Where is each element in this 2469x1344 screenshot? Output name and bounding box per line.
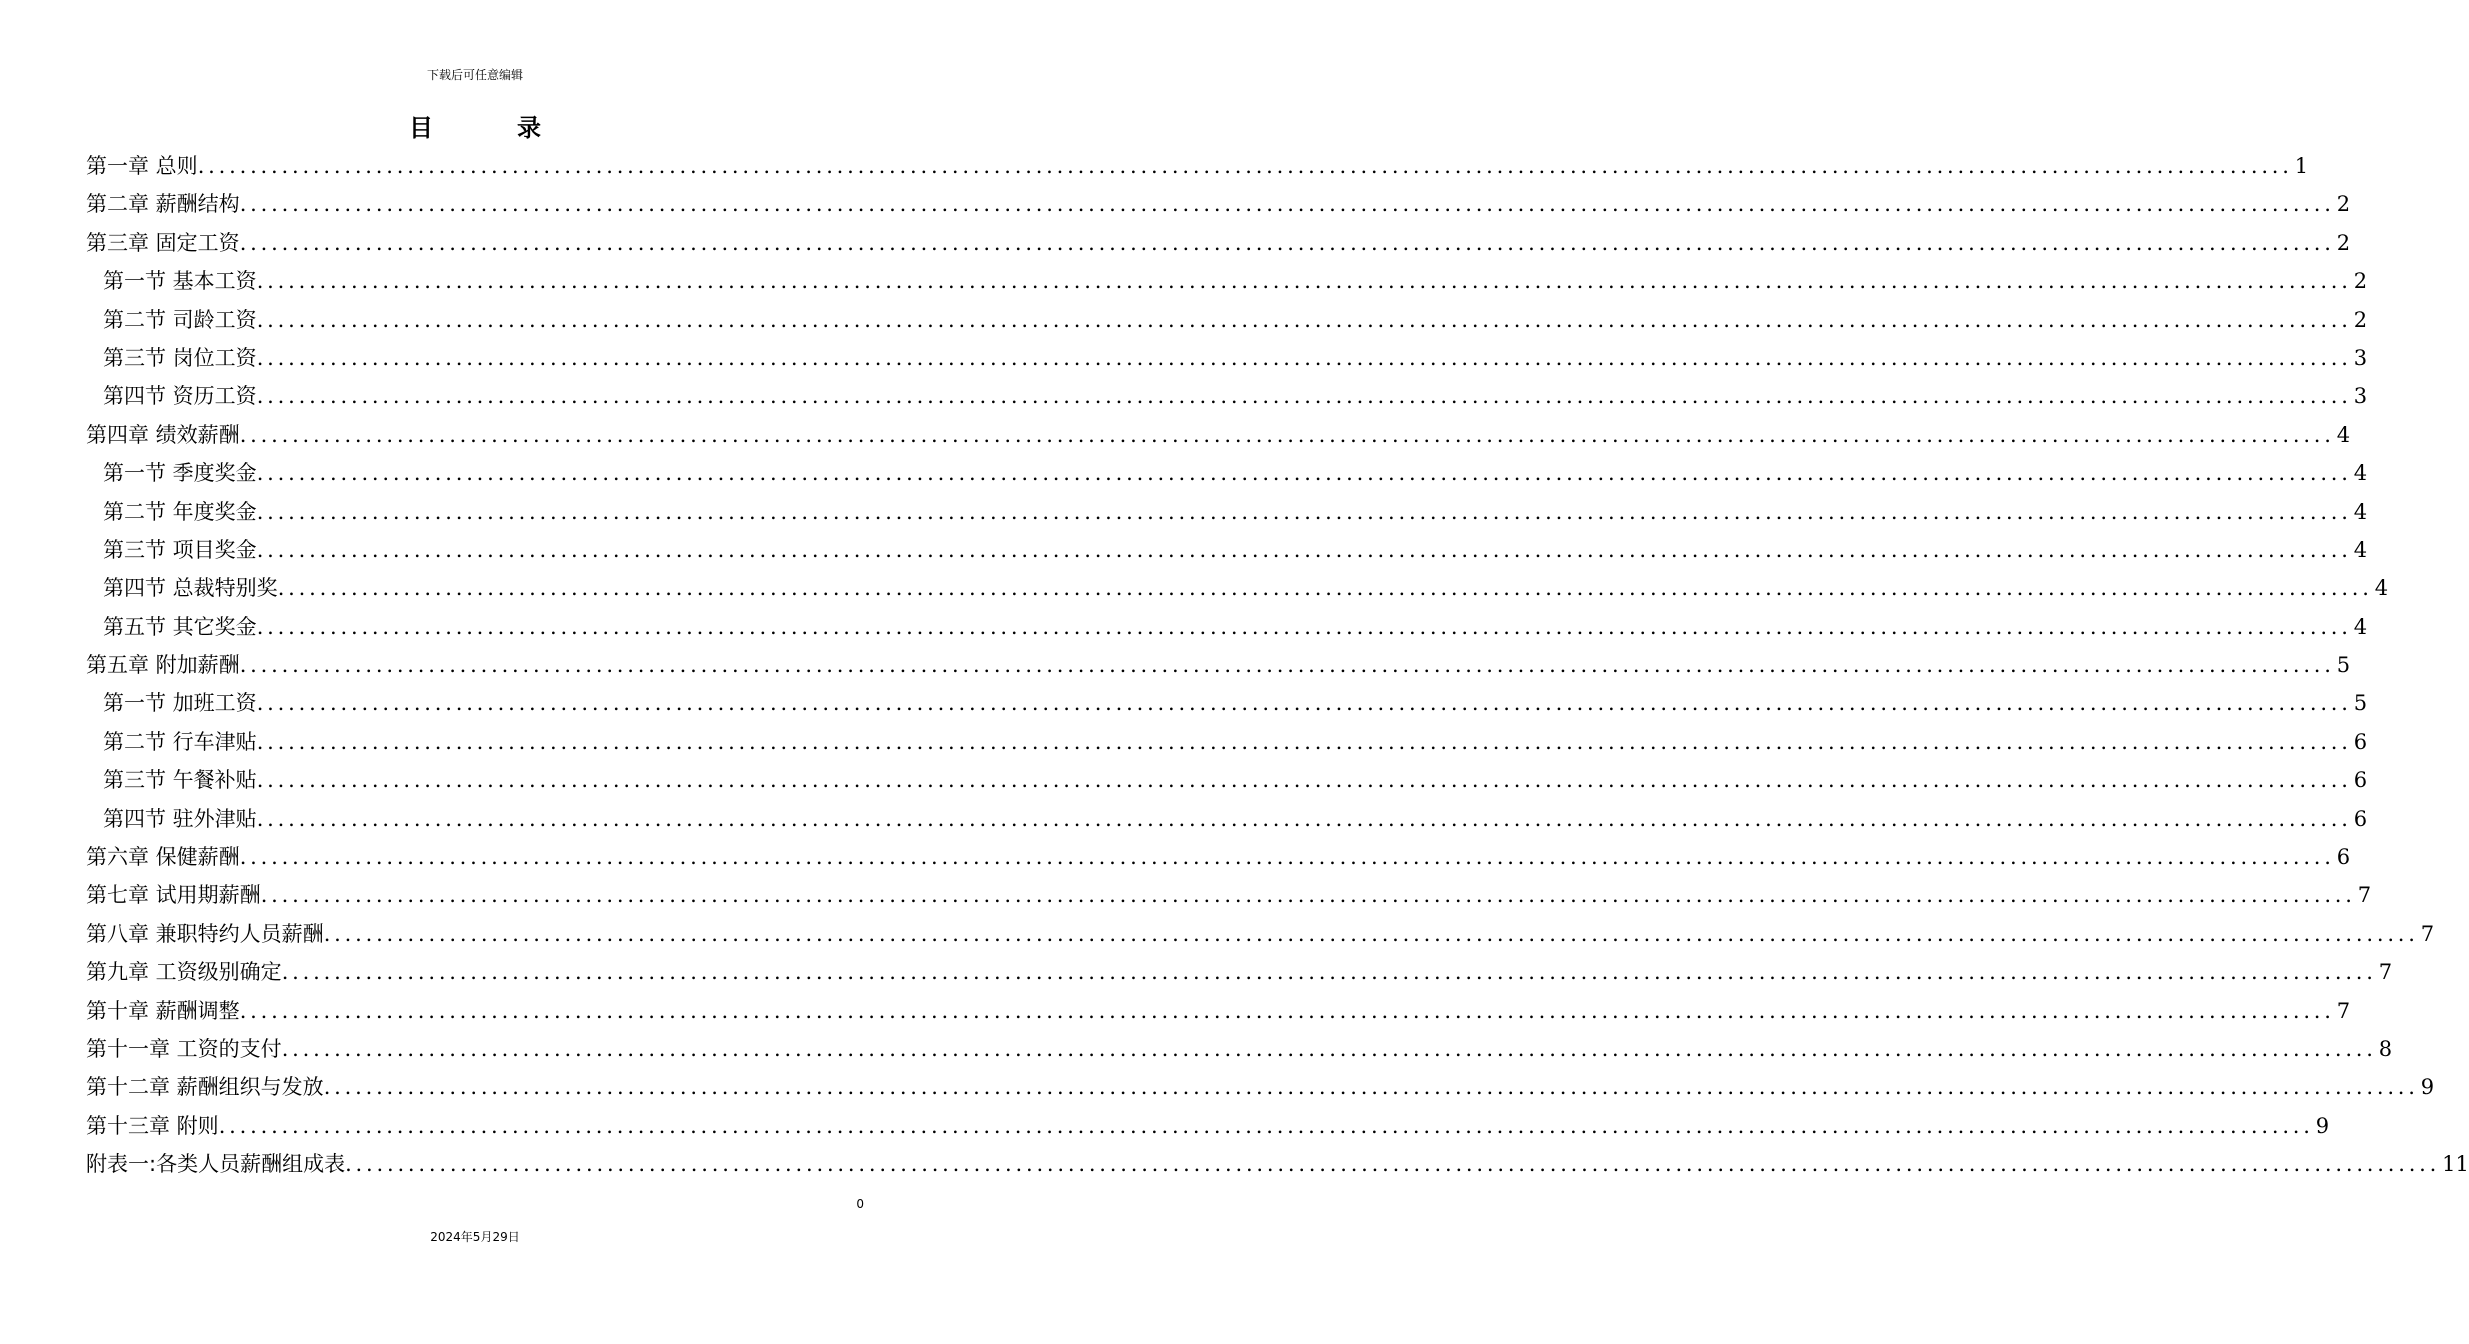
toc-entry-label: 第二节 司龄工资 [103,307,257,332]
toc-entry-section[interactable] [86,531,2368,569]
toc-entry-section[interactable] [86,339,2368,377]
toc-entry-page: 6 [2353,806,2368,831]
toc-dot-leader: ........................................................................................................................................................................................................ [239,845,2335,870]
toc-entry-chapter[interactable] [86,876,2372,914]
toc-dot-leader: ........................................................................................................................................................................................................ [239,192,2335,217]
toc-entry-chapter[interactable] [86,838,2351,876]
toc-entry-section[interactable] [86,684,2368,722]
toc-dot-leader: ........................................................................................................................................................................................................ [239,422,2335,447]
toc-entry-page: 9 [2420,1075,2435,1100]
toc-dot-leader: ........................................................................................................................................................................................................ [256,768,2352,793]
toc-entry-label: 第三节 午餐补贴 [103,768,257,793]
toc-entry-section[interactable] [86,800,2368,838]
toc-entry-page: 3 [2353,345,2368,370]
toc-entry-label: 第十章 薪酬调整 [86,998,240,1023]
page-header: 下载后可任意编辑 [426,68,523,82]
toc-entry-label: 第三章 固定工资 [86,230,240,255]
toc-entry-section[interactable] [86,493,2368,531]
toc-entry-page: 4 [2353,461,2368,486]
toc-entry-label: 第四节 总裁特别奖 [103,576,278,601]
toc-entry-section[interactable] [86,608,2368,646]
toc-entry-page: 7 [2336,998,2351,1023]
toc-entry-label: 第十一章 工资的支付 [86,1036,282,1061]
toc-entry-page: 7 [2378,960,2393,985]
toc-entry-label: 第十二章 薪酬组织与发放 [86,1075,324,1100]
toc-entry-label: 第四节 资历工资 [103,384,257,409]
toc-entry-page: 6 [2353,768,2368,793]
toc-entry-label: 第八章 兼职特约人员薪酬 [86,921,324,946]
toc-entry-label: 第二节 年度奖金 [103,499,257,524]
toc-entry-label: 第二节 行车津贴 [103,729,257,754]
table-of-contents [86,147,2469,1184]
toc-entry-page: 5 [2353,691,2368,716]
toc-entry-label: 第二章 薪酬结构 [86,192,240,217]
toc-entry-page: 4 [2353,499,2368,524]
toc-entry-section[interactable] [86,262,2368,300]
toc-entry-chapter[interactable] [86,1068,2435,1106]
toc-entry-label: 第七章 试用期薪酬 [86,883,261,908]
toc-entry-page: 2 [2336,230,2351,255]
toc-dot-leader: ........................................................................................................................................................................................................ [281,960,2377,985]
toc-entry-page: 7 [2420,921,2435,946]
toc-dot-leader: ........................................................................................................................................................................................................ [256,384,2352,409]
toc-entry-chapter[interactable] [86,185,2351,223]
toc-dot-leader: ........................................................................................................................................................................................................ [256,307,2352,332]
toc-entry-label: 附表一:各类人员薪酬组成表 [86,1152,346,1177]
toc-entry-chapter[interactable] [86,1107,2330,1145]
toc-entry-section[interactable] [86,454,2368,492]
toc-entry-page: 6 [2336,845,2351,870]
toc-entry-label: 第五节 其它奖金 [103,614,257,639]
toc-entry-page: 4 [2353,614,2368,639]
toc-entry-page: 9 [2315,1113,2330,1138]
toc-entry-chapter[interactable] [86,992,2351,1030]
toc-entry-page: 1 [2294,154,2309,178]
toc-dot-leader: ........................................................................................................................................................................................................ [256,537,2352,562]
page-number: 0 [856,1197,864,1211]
toc-entry-label: 第十三章 附则 [86,1113,219,1138]
toc-entry-label: 第四章 绩效薪酬 [86,422,240,447]
toc-entry-chapter[interactable] [86,915,2435,953]
toc-entry-section[interactable] [86,301,2368,339]
toc-dot-leader: ........................................................................................................................................................................................................ [256,269,2352,294]
toc-entry-chapter[interactable] [86,953,2393,991]
toc-dot-leader: ........................................................................................................................................................................................................ [239,998,2335,1023]
toc-entry-page: 4 [2353,537,2368,562]
toc-dot-leader: ........................................................................................................................................................................................................ [323,921,2419,946]
toc-dot-leader: ........................................................................................................................................................................................................ [197,154,2293,178]
toc-entry-chapter[interactable] [86,1030,2393,1068]
toc-entry-label: 第四节 驻外津贴 [103,806,257,831]
toc-entry-page: 2 [2353,307,2368,332]
toc-entry-section[interactable] [86,761,2368,799]
toc-dot-leader: ........................................................................................................................................................................................................ [256,806,2352,831]
page-footer-date: 2024年5月29日 [430,1230,520,1244]
toc-dot-leader: ........................................................................................................................................................................................................ [256,691,2352,716]
toc-entry-page: 5 [2336,653,2351,678]
toc-entry-chapter[interactable] [86,1145,2469,1183]
toc-entry-page: 2 [2336,192,2351,217]
toc-dot-leader: ........................................................................................................................................................................................................ [260,883,2356,908]
toc-entry-chapter[interactable] [86,224,2351,262]
toc-entry-chapter[interactable] [86,147,2309,185]
toc-entry-page: 7 [2357,883,2372,908]
toc-dot-leader: ........................................................................................................................................................................................................ [345,1152,2441,1177]
toc-dot-leader: ........................................................................................................................................................................................................ [256,345,2352,370]
toc-entry-page: 4 [2336,422,2351,447]
toc-dot-leader: ........................................................................................................................................................................................................ [281,1036,2377,1061]
toc-entry-section[interactable] [86,569,2389,607]
toc-entry-page: 4 [2374,576,2389,601]
toc-dot-leader: ........................................................................................................................................................................................................ [277,576,2373,601]
toc-entry-label: 第三节 项目奖金 [103,537,257,562]
toc-dot-leader: ........................................................................................................................................................................................................ [256,729,2352,754]
toc-entry-label: 第一节 基本工资 [103,269,257,294]
toc-entry-page: 3 [2353,384,2368,409]
toc-entry-label: 第三节 岗位工资 [103,345,257,370]
toc-entry-page: 11 [2442,1152,2469,1177]
toc-entry-section[interactable] [86,723,2368,761]
toc-title: 目录 [409,114,625,142]
toc-entry-page: 8 [2378,1036,2393,1061]
toc-entry-page: 2 [2353,269,2368,294]
toc-dot-leader: ........................................................................................................................................................................................................ [239,230,2335,255]
toc-dot-leader: ........................................................................................................................................................................................................ [256,461,2352,486]
toc-entry-label: 第五章 附加薪酬 [86,653,240,678]
toc-dot-leader: ........................................................................................................................................................................................................ [256,614,2352,639]
toc-entry-label: 第一节 加班工资 [103,691,257,716]
toc-entry-chapter[interactable] [86,416,2351,454]
toc-dot-leader: ........................................................................................................................................................................................................ [256,499,2352,524]
toc-entry-page: 6 [2353,729,2368,754]
toc-entry-section[interactable] [86,377,2368,415]
toc-entry-label: 第六章 保健薪酬 [86,845,240,870]
toc-dot-leader: ........................................................................................................................................................................................................ [323,1075,2419,1100]
toc-dot-leader: ........................................................................................................................................................................................................ [239,653,2335,678]
toc-entry-label: 第一章 总则 [86,154,198,178]
toc-entry-label: 第一节 季度奖金 [103,461,257,486]
toc-dot-leader: ........................................................................................................................................................................................................ [218,1113,2314,1138]
toc-entry-chapter[interactable] [86,646,2351,684]
toc-entry-label: 第九章 工资级别确定 [86,960,282,985]
